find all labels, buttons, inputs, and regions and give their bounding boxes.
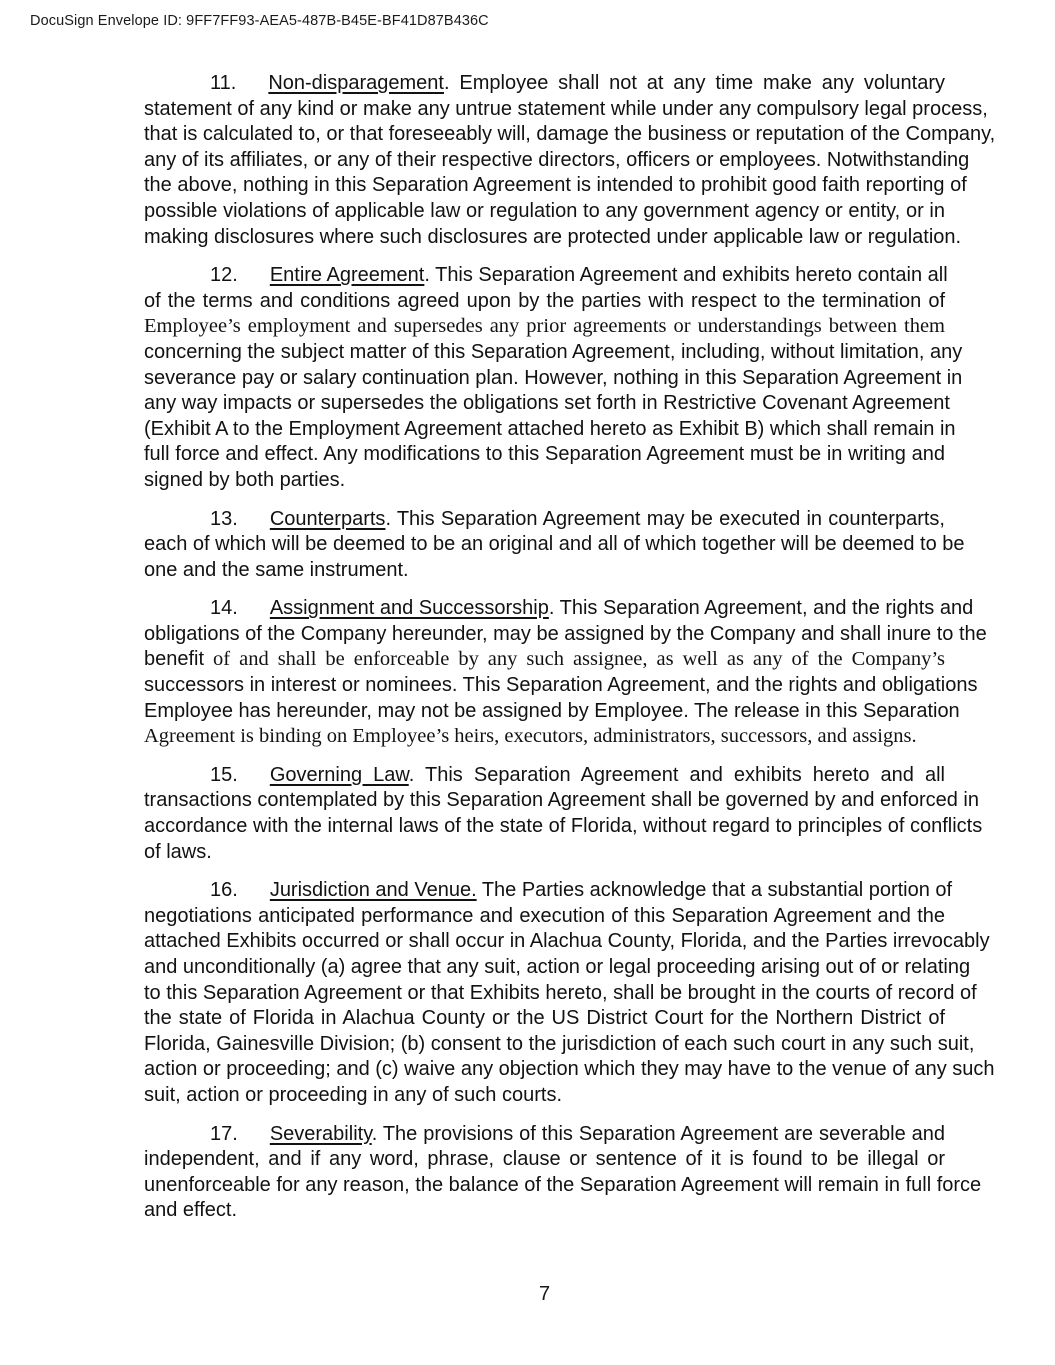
text-line [144, 1032, 975, 1058]
text-line [144, 622, 987, 648]
clause-number: 11. [210, 72, 237, 94]
text-segment: the state of Florida in Alachua County or the US District Court for the Northern District of [144, 1007, 945, 1030]
text-line [144, 507, 945, 533]
text-segment-serif: of and shall be enforceable by any such assignee, as well as any of the Company’s [204, 648, 945, 671]
page-number: 7 [538, 1283, 551, 1305]
text-segment: statement of any kind or make any untrue statement while under any compulsory legal process, [144, 97, 988, 120]
text-segment: of laws. [144, 840, 212, 863]
text-line [144, 417, 956, 443]
document-body [144, 71, 996, 1237]
text-line [144, 225, 962, 251]
text-line [144, 1147, 945, 1173]
text-segment: to this Separation Agreement or that Exhibits hereto, shall be brought in the courts of record of [144, 981, 977, 1004]
text-line [144, 148, 970, 174]
text-line [144, 878, 953, 904]
text-segment: The Parties acknowledge that a substantial portion of [476, 879, 953, 902]
text-segment: full force and effect. Any modifications to this Separation Agreement must be in writing and [144, 443, 945, 466]
text-segment: possible violations of applicable law or regulation to any government agency or entity, or in [144, 199, 945, 222]
text-line [144, 442, 945, 468]
clause-heading: Severability [269, 1122, 372, 1145]
text-segment: and unconditionally (a) agree that any suit, action or legal proceeding arising out of or relating [144, 956, 971, 978]
text-line [144, 391, 950, 417]
text-segment: the above, nothing in this Separation Agreement is intended to prohibit good faith reporting of [144, 174, 967, 197]
text-segment-serif: Agreement is binding on Employee’s heirs, executors, administrators, successors, and assigns. [144, 725, 917, 748]
text-segment: attached Exhibits occurred or shall occur in Alachua County, Florida, and the Parties irrevocably [144, 930, 990, 953]
text-line [144, 122, 996, 148]
text-line [144, 929, 990, 955]
text-segment: concerning the subject matter of this Separation Agreement, including, without limitation, any [144, 340, 963, 363]
text-segment: severance pay or salary continuation plan. However, nothing in this Separation Agreement in [144, 366, 963, 389]
text-segment: (Exhibit A to the Employment Agreement attached hereto as Exhibit B) which shall remain in [144, 417, 956, 440]
text-segment: one and the same instrument. [144, 558, 409, 581]
text-segment: . This Separation Agreement and exhibits hereto and all [408, 763, 946, 786]
text-line [144, 173, 967, 199]
text-segment: making disclosures where such disclosures are protected under applicable law or regulation. [144, 225, 962, 248]
text-segment: . Employee shall not at any time make any voluntary [443, 72, 945, 94]
text-line [144, 468, 945, 494]
clause-paragraph-17 [144, 1122, 982, 1224]
text-line [144, 673, 978, 699]
text-line [144, 981, 977, 1007]
text-line [144, 71, 945, 97]
text-line [144, 199, 945, 225]
text-line [144, 289, 945, 315]
text-segment: obligations of the Company hereunder, may be assigned by the Company and shall inure to the [144, 622, 987, 645]
text-segment: . This Separation Agreement, and the rights and [548, 597, 974, 620]
clause-number: 15. [210, 763, 238, 786]
clause-heading: Governing Law [269, 763, 409, 786]
text-line [144, 596, 974, 622]
text-line [144, 1057, 995, 1083]
text-line [144, 314, 945, 340]
text-line [144, 1083, 945, 1109]
clause-number: 12. [210, 264, 238, 287]
clause-number: 16. [210, 879, 238, 902]
clause-number: 14. [210, 597, 238, 620]
text-segment: of the terms and conditions agreed upon by the parties with respect to the termination of [144, 289, 945, 312]
text-line [144, 840, 945, 866]
text-segment: any way impacts or supersedes the obligations set forth in Restrictive Covenant Agreement [144, 392, 950, 415]
text-line [144, 1173, 982, 1199]
text-segment: suit, action or proceeding in any of such courts. [144, 1083, 563, 1106]
text-line [144, 1006, 945, 1032]
text-line [144, 814, 983, 840]
clause-heading: Entire Agreement [269, 264, 425, 287]
clause-paragraph-13 [144, 507, 965, 584]
text-segment: Florida, Gainesville Division; (b) consent to the jurisdiction of each such court in any such suit, [144, 1032, 975, 1055]
text-segment: Employee has hereunder, may not be assigned by Employee. The release in this Separation [144, 699, 960, 722]
clause-heading: Jurisdiction and Venue. [269, 879, 477, 902]
text-segment: independent, and if any word, phrase, clause or sentence of it is found to be illegal or [144, 1148, 945, 1171]
text-segment-serif: Employee’s employment and supersedes any prior agreements or understandings between them [144, 315, 945, 338]
text-line [144, 263, 948, 289]
text-line [144, 340, 963, 366]
text-line [144, 366, 963, 392]
clause-heading: Non-disparagement [268, 72, 444, 94]
text-segment: negotiations anticipated performance and execution of this Separation Agreement and the [144, 904, 945, 927]
clause-number: 17. [210, 1122, 238, 1145]
text-line [144, 1198, 945, 1224]
clause-paragraph-15 [144, 763, 983, 865]
text-line [144, 788, 979, 814]
text-segment: any of its affiliates, or any of their respective directors, officers or employees. Notwithstanding [144, 148, 970, 171]
text-segment: benefit [144, 648, 205, 671]
clause-paragraph-16 [144, 878, 995, 1108]
text-line [144, 1122, 945, 1148]
text-line [144, 558, 945, 584]
text-segment: signed by both parties. [144, 468, 346, 491]
text-line [144, 647, 945, 673]
text-segment: . This Separation Agreement and exhibits hereto contain all [424, 264, 948, 287]
clause-number: 13. [210, 507, 238, 530]
text-line [144, 532, 965, 558]
clause-heading: Counterparts [269, 507, 386, 530]
text-line [144, 724, 945, 750]
text-segment: unenforceable for any reason, the balance of the Separation Agreement will remain in full force [144, 1173, 982, 1196]
clause-paragraph-11 [144, 71, 996, 250]
text-segment: accordance with the internal laws of the state of Florida, without regard to principles of conflicts [144, 815, 983, 838]
docusign-envelope-id: DocuSign Envelope ID: 9FF7FF93-AEA5-487B-B45E-BF41D87B436C [30, 13, 489, 29]
text-line [144, 955, 971, 981]
text-line [144, 97, 988, 123]
text-segment: . This Separation Agreement may be executed in counterparts, [385, 507, 945, 530]
text-segment: . The provisions of this Separation Agreement are severable and [371, 1122, 945, 1145]
text-segment: that is calculated to, or that foreseeably will, damage the business or reputation of the Company, [144, 123, 996, 146]
text-segment: and effect. [144, 1199, 238, 1222]
text-segment: transactions contemplated by this Separation Agreement shall be governed by and enforced in [144, 789, 979, 812]
text-segment: action or proceeding; and (c) waive any objection which they may have to the venue of any such [144, 1058, 995, 1081]
text-segment: each of which will be deemed to be an original and all of which together will be deemed to be [144, 533, 965, 556]
text-segment: successors in interest or nominees. This Separation Agreement, and the rights and obligations [144, 674, 978, 697]
clause-paragraph-12 [144, 263, 963, 493]
text-line [144, 763, 945, 789]
text-line [144, 904, 945, 930]
clause-paragraph-14 [144, 596, 987, 750]
clause-heading: Assignment and Successorship [269, 597, 549, 620]
text-line [144, 699, 960, 725]
